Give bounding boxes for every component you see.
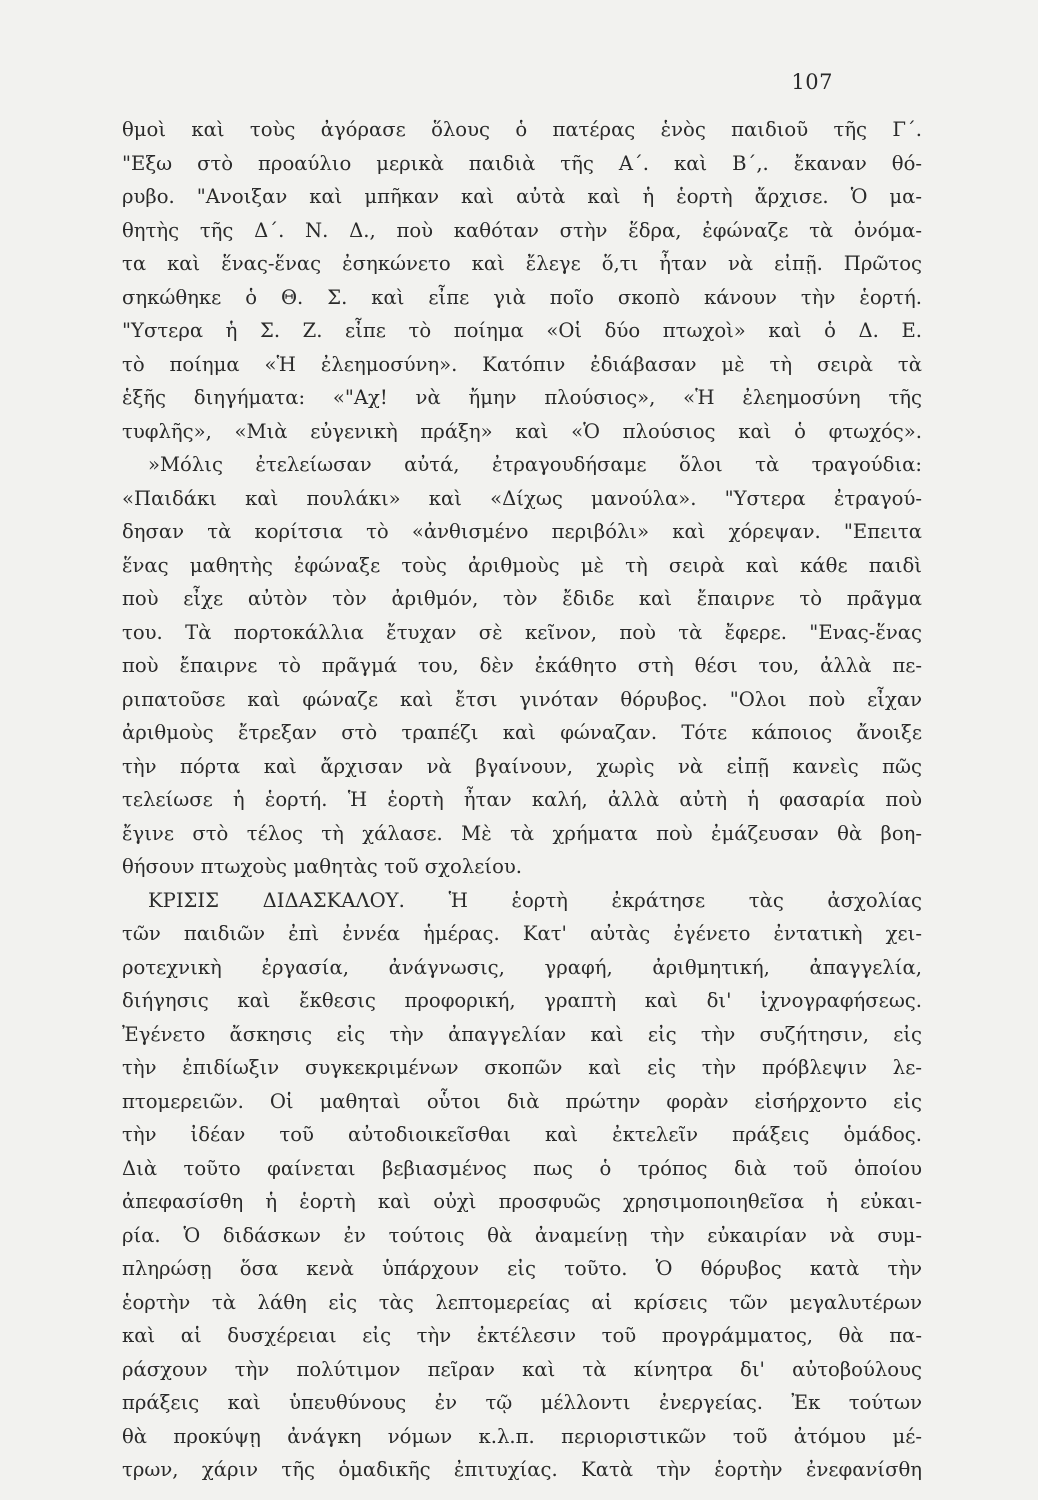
- text-line: ἔγινε στὸ τέλος τὴ χάλασε. Μὲ τὰ χρήματα ποὺ ἐμάζευσαν θὰ βοη-: [122, 821, 922, 845]
- text-line: πτομερειῶν. Οἱ μαθηταὶ οὗτοι διὰ πρώτην φορὰν εἰσήρχοντο εἰς: [122, 1089, 922, 1113]
- text-line: τὸ ποίημα «Ἡ ἐλεημοσύνη». Κατόπιν ἐδιάβασαν μὲ τὴ σειρὰ τὰ: [122, 352, 922, 376]
- text-line: του. Τὰ πορτοκάλλια ἔτυχαν σὲ κεῖνον, ποὺ τὰ ἔφερε. "Ενας-ἕνας: [122, 620, 922, 644]
- page-number: 107: [791, 70, 833, 94]
- text-line: θήσουν πτωχοὺς μαθητὰς τοῦ σχολείου.: [122, 855, 523, 878]
- body-text: [122, 113, 922, 1487]
- text-line: τελείωσε ἡ ἑορτή. Ἡ ἑορτὴ ἦταν καλή, ἀλλὰ αὐτὴ ἡ φασαρία ποὺ: [122, 788, 922, 811]
- text-line: ΚΡΙΣΙΣ ΔΙΔΑΣΚΑΛΟΥ. Ἡ ἑορτὴ ἐκράτησε τὰς ἀσχολίας: [148, 888, 922, 912]
- text-line: τρων, χάριν τῆς ὁμαδικῆς ἐπιτυχίας. Κατὰ τὴν ἑορτὴν ἐνεφανίσθη: [122, 1458, 922, 1481]
- text-line: ρία. Ὁ διδάσκων ἐν τούτοις θὰ ἀναμείνῃ τὴν εὐκαιρίαν νὰ συμ-: [122, 1223, 922, 1247]
- text-line: θμοὶ καὶ τοὺς ἀγόρασε ὅλους ὁ πατέρας ἑνὸς παιδιοῦ τῆς Γ΄.: [122, 118, 922, 141]
- text-line: δησαν τὰ κορίτσια τὸ «ἀνθισμένο περιβόλι» καὶ χόρεψαν. "Επειτα: [122, 520, 922, 543]
- text-line: θητὴς τῆς Δ΄. Ν. Δ., ποὺ καθόταν στὴν ἕδρα, ἐφώναζε τὰ ὀνόμα-: [122, 218, 922, 242]
- text-line: ἀπεφασίσθη ἡ ἑορτὴ καὶ οὐχὶ προσφυῶς χρησιμοποιηθεῖσα ἡ εὐκαι-: [122, 1190, 922, 1213]
- text-line: ἀριθμοὺς ἔτρεξαν στὸ τραπέζι καὶ φώναζαν. Τότε κάποιος ἄνοιξε: [122, 721, 922, 744]
- text-line: ἑξῆς διηγήματα: «"Αχ! νὰ ἤμην πλούσιος», «Ἡ ἐλεημοσύνη τῆς: [122, 386, 922, 409]
- text-line: ριπατοῦσε καὶ φώναζε καὶ ἔτσι γινόταν θόρυβος. "Ολοι ποὺ εἶχαν: [122, 687, 922, 711]
- text-line: ρυβο. "Ανοιξαν καὶ μπῆκαν καὶ αὐτὰ καὶ ἡ ἑορτὴ ἄρχισε. Ὁ μα-: [122, 185, 922, 208]
- text-line: τὴν πόρτα καὶ ἄρχισαν νὰ βγαίνουν, χωρὶς νὰ εἰπῇ κανεὶς πῶς: [122, 754, 922, 778]
- text-line: πληρώσῃ ὅσα κενὰ ὑπάρχουν εἰς τοῦτο. Ὁ θόρυβος κατὰ τὴν: [122, 1257, 922, 1280]
- text-line: ἑορτὴν τὰ λάθη εἰς τὰς λεπτομερείας αἱ κρίσεις τῶν μεγαλυτέρων: [122, 1290, 922, 1314]
- text-line: τὴν ἐπιδίωξιν συγκεκριμένων σκοπῶν καὶ εἰς τὴν πρόβλεψιν λε-: [122, 1056, 922, 1079]
- text-line: ποὺ εἶχε αὐτὸν τὸν ἀριθμόν, τὸν ἔδιδε καὶ ἔπαιρνε τὸ πρᾶγμα: [122, 587, 922, 610]
- text-line: τα καὶ ἕνας-ἕνας ἐσηκώνετο καὶ ἔλεγε ὅ,τι ἦταν νὰ εἰπῇ. Πρῶτος: [122, 252, 922, 275]
- text-line: τυφλῆς», «Μιὰ εὐγενικὴ πράξη» καὶ «Ὁ πλούσιος καὶ ὁ φτωχός».: [122, 419, 922, 443]
- text-line: "Υστερα ἡ Σ. Ζ. εἶπε τὸ ποίημα «Οἱ δύο πτωχοὶ» καὶ ὁ Δ. Ε.: [122, 319, 922, 342]
- text-line: ἕνας μαθητὴς ἐφώναξε τοὺς ἀριθμοὺς μὲ τὴ σειρὰ καὶ κάθε παιδὶ: [122, 553, 922, 577]
- text-line: »Μόλις ἐτελείωσαν αὐτά, ἐτραγουδήσαμε ὅλοι τὰ τραγούδια:: [148, 453, 922, 476]
- text-line: πράξεις καὶ ὑπευθύνους ἐν τῷ μέλλοντι ἐνεργείας. Ἐκ τούτων: [122, 1391, 922, 1414]
- text-line: τῶν παιδιῶν ἐπὶ ἐννέα ἡμέρας. Κατ' αὐτὰς ἐγένετο ἐντατικὴ χει-: [122, 922, 922, 945]
- text-line: διήγησις καὶ ἔκθεσις προφορική, γραπτὴ καὶ δι' ἰχνογραφήσεως.: [122, 989, 922, 1012]
- text-line: "Εξω στὸ προαύλιο μερικὰ παιδιὰ τῆς Α΄. καὶ Β΄,. ἔκαναν θό-: [122, 151, 922, 175]
- text-line: σηκώθηκε ὁ Θ. Σ. καὶ εἶπε γιὰ ποῖο σκοπὸ κάνουν τὴν ἑορτή.: [122, 285, 922, 309]
- text-line: ποὺ ἔπαιρνε τὸ πρᾶγμά του, δὲν ἐκάθητο στὴ θέσι του, ἀλλὰ πε-: [122, 654, 922, 677]
- text-line: «Παιδάκι καὶ πουλάκι» καὶ «Δίχως μανούλα». "Υστερα ἐτραγού-: [122, 486, 922, 510]
- text-line: Ἐγένετο ἄσκησις εἰς τὴν ἀπαγγελίαν καὶ εἰς τὴν συζήτησιν, εἰς: [122, 1022, 922, 1046]
- text-line: τὴν ἰδέαν τοῦ αὐτοδιοικεῖσθαι καὶ ἐκτελεῖν πράξεις ὁμάδος.: [122, 1123, 922, 1146]
- text-line: ράσχουν τὴν πολύτιμον πεῖραν καὶ τὰ κίνητρα δι' αὐτοβούλους: [122, 1357, 922, 1381]
- text-line: θὰ προκύψῃ ἀνάγκη νόμων κ.λ.π. περιοριστικῶν τοῦ ἀτόμου μέ-: [122, 1424, 922, 1448]
- text-line: ροτεχνικὴ ἐργασία, ἀνάγνωσις, γραφή, ἀριθμητική, ἀπαγγελία,: [122, 955, 922, 979]
- text-line: Διὰ τοῦτο φαίνεται βεβιασμένος πως ὁ τρόπος διὰ τοῦ ὁποίου: [122, 1156, 922, 1180]
- text-line: καὶ αἱ δυσχέρειαι εἰς τὴν ἐκτέλεσιν τοῦ προγράμματος, θὰ πα-: [122, 1324, 922, 1347]
